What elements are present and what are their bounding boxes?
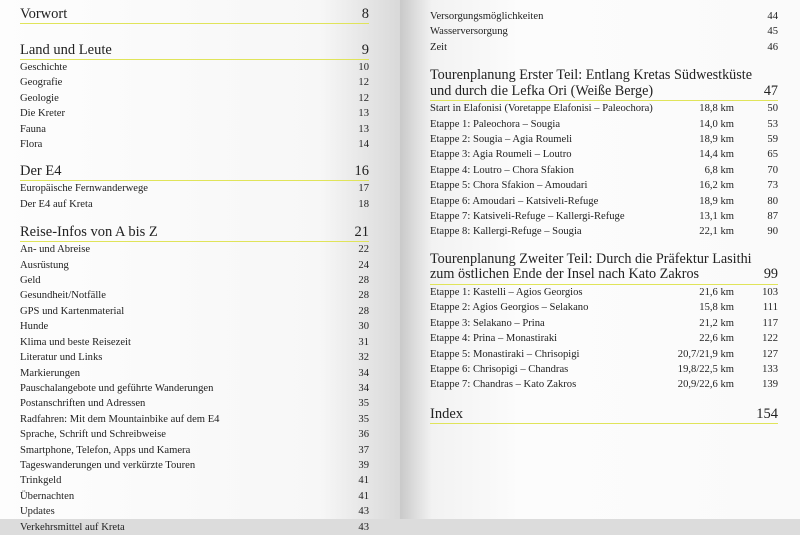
- toc-item: [430, 194, 778, 209]
- item-page: 65: [767, 149, 778, 161]
- item-label: Etappe 6: Chrisopigi – Chandras: [430, 363, 569, 375]
- item-page: 103: [762, 286, 778, 298]
- item-page: 24: [358, 259, 369, 271]
- toc-item: [20, 242, 369, 257]
- item-distance: 19,8/22,5 km: [677, 363, 734, 375]
- item-label: Etappe 5: Monastiraki – Chrisopigi: [430, 348, 580, 360]
- item-page: 37: [358, 444, 369, 456]
- item-page: 32: [358, 352, 369, 364]
- toc-item: [430, 285, 778, 300]
- item-page: 12: [358, 77, 369, 89]
- item-page: 14: [358, 139, 369, 151]
- toc-item: [20, 106, 369, 121]
- item-distance: 22,6 km: [699, 333, 734, 345]
- item-label: Etappe 2: Agios Georgios – Selakano: [430, 302, 589, 314]
- toc-continued-items: [430, 9, 778, 55]
- item-label: Etappe 1: Paleochora – Sougia: [430, 118, 561, 130]
- item-label: Geld: [20, 275, 41, 287]
- section-title-line2: und durch die Lefka Ori (Weiße Berge): [430, 82, 654, 99]
- item-label: Trinkgeld: [20, 475, 62, 487]
- left-page: [0, 0, 400, 533]
- item-label: Versorgungsmöglichkeiten: [430, 11, 544, 22]
- toc-item: [20, 458, 369, 473]
- item-page: 117: [762, 317, 778, 329]
- item-label: Etappe 8: Kallergi-Refuge – Sougia: [430, 226, 582, 238]
- toc-item: [430, 9, 778, 24]
- item-label: Geschichte: [20, 62, 68, 73]
- item-page: 87: [767, 211, 778, 223]
- toc-item: [430, 132, 778, 147]
- item-label: Sprache, Schrift und Schreibweise: [20, 429, 166, 441]
- toc-item: [430, 101, 778, 116]
- item-distance: 21,2 km: [699, 317, 734, 329]
- section-title: Der E4: [20, 163, 62, 180]
- toc-item: [20, 197, 369, 212]
- item-label: Etappe 3: Selakano – Prina: [430, 317, 545, 329]
- toc-item: [20, 335, 369, 350]
- item-label: Etappe 6: Amoudari – Katsiveli-Refuge: [430, 195, 599, 207]
- toc-item: [430, 117, 778, 132]
- item-label: Hunde: [20, 321, 49, 333]
- item-page: 122: [762, 333, 778, 345]
- toc-item: [20, 181, 369, 196]
- item-page: 50: [767, 103, 778, 115]
- item-label: An- und Abreise: [20, 244, 91, 256]
- item-label: Etappe 3: Agia Roumeli – Loutro: [430, 149, 572, 161]
- item-label: Etappe 1: Kastelli – Agios Georgios: [430, 286, 583, 298]
- toc-item: [430, 224, 778, 239]
- item-label: Smartphone, Telefon, Apps und Kamera: [20, 444, 191, 456]
- toc-item: [20, 443, 369, 458]
- toc-item: [20, 137, 369, 152]
- item-distance: 15,8 km: [699, 302, 734, 314]
- item-page: 41: [358, 475, 369, 487]
- toc-item: [20, 504, 369, 519]
- toc-section-vorwort: [20, 6, 369, 24]
- section-title: Land und Leute: [20, 42, 112, 58]
- toc-item: [20, 473, 369, 488]
- item-label: Zeit: [430, 41, 448, 53]
- toc-item: [20, 427, 369, 442]
- item-label: Etappe 5: Chora Sfakion – Amoudari: [430, 180, 588, 192]
- section-title: Vorwort: [20, 6, 68, 22]
- toc-item: [20, 91, 369, 106]
- item-distance: 14,4 km: [699, 149, 734, 161]
- section-heading: [20, 224, 369, 242]
- item-page: 53: [767, 118, 778, 130]
- item-page: 13: [358, 108, 369, 120]
- item-page: 31: [358, 336, 369, 348]
- toc-item: [20, 75, 369, 90]
- toc-section-der-e4: [20, 163, 369, 212]
- item-page: 127: [762, 348, 778, 360]
- toc-section-index: [430, 406, 778, 424]
- toc-item: [430, 40, 778, 55]
- item-page: 59: [767, 134, 778, 146]
- toc-item: [20, 381, 369, 396]
- toc-section-land-und-leute: [20, 42, 369, 152]
- item-page: 18: [358, 198, 369, 210]
- left-toc-column: [20, 6, 369, 535]
- section-page: 154: [756, 405, 778, 422]
- toc-item: [430, 178, 778, 193]
- section-page: 9: [361, 42, 369, 58]
- item-page: 35: [358, 398, 369, 410]
- section-page: 16: [354, 163, 369, 180]
- item-distance: 18,8 km: [699, 103, 734, 115]
- item-page: 12: [358, 92, 369, 104]
- item-page: 90: [767, 226, 778, 238]
- item-distance: 16,2 km: [699, 180, 734, 192]
- toc-item: [20, 520, 369, 535]
- section-heading: [430, 406, 778, 424]
- toc-item: [20, 412, 369, 427]
- toc-section-reise-infos: [20, 224, 369, 535]
- item-label: Geologie: [20, 92, 59, 104]
- item-label: Gesundheit/Notfälle: [20, 290, 106, 302]
- item-label: Etappe 4: Loutro – Chora Sfakion: [430, 164, 574, 176]
- toc-item: [20, 122, 369, 137]
- section-heading: [430, 252, 778, 285]
- toc-item: [20, 258, 369, 273]
- item-page: 28: [358, 305, 369, 317]
- item-page: 139: [762, 379, 778, 391]
- item-label: Übernachten: [20, 490, 75, 502]
- item-label: Verkehrsmittel auf Kreta: [20, 521, 125, 533]
- item-page: 43: [358, 521, 369, 533]
- section-heading: [430, 68, 778, 101]
- item-page: 41: [358, 490, 369, 502]
- toc-section-part2: [430, 252, 778, 393]
- section-heading: [20, 6, 369, 24]
- section-page: 99: [763, 266, 778, 283]
- item-label: Ausrüstung: [20, 259, 69, 271]
- item-distance: 18,9 km: [699, 195, 734, 207]
- item-page: 17: [358, 183, 369, 195]
- toc-item: [20, 60, 369, 75]
- toc-item: [430, 300, 778, 315]
- item-distance: 6,8 km: [704, 164, 734, 176]
- item-label: Klima und beste Reisezeit: [20, 336, 131, 348]
- item-label: Start in Elafonisi (Voretappe Elafonisi – Paleochora): [430, 103, 653, 115]
- item-label: Postanschriften und Adressen: [20, 398, 146, 410]
- toc-item: [20, 489, 369, 504]
- item-page: 70: [767, 164, 778, 176]
- section-title-line1: Tourenplanung Zweiter Teil: Durch die Präfektur Lasithi: [430, 250, 752, 267]
- item-label: Flora: [20, 139, 43, 151]
- item-label: Wasserversorgung: [430, 26, 508, 38]
- section-title-line2: zum östlichen Ende der Insel nach Kato Zakros: [430, 266, 700, 283]
- item-label: Die Kreter: [20, 108, 65, 120]
- section-heading: [20, 42, 369, 60]
- item-label: Literatur und Links: [20, 352, 103, 364]
- item-label: Etappe 7: Chandras – Kato Zakros: [430, 379, 577, 391]
- item-page: 43: [358, 506, 369, 518]
- toc-item: [20, 288, 369, 303]
- toc-item: [430, 147, 778, 162]
- item-distance: 20,7/21,9 km: [677, 348, 734, 360]
- toc-item: [20, 304, 369, 319]
- right-toc-column: [430, 9, 778, 424]
- toc-item: [20, 350, 369, 365]
- item-label: Updates: [20, 506, 55, 518]
- item-page: 30: [358, 321, 369, 333]
- item-page: 22: [358, 244, 369, 256]
- item-page: 133: [762, 363, 778, 375]
- item-page: 45: [767, 26, 778, 38]
- section-title: Reise-Infos von A bis Z: [20, 224, 158, 241]
- toc-section-part1: [430, 68, 778, 240]
- item-page: 44: [767, 11, 778, 22]
- toc-item: [430, 24, 778, 39]
- item-distance: 13,1 km: [699, 211, 734, 223]
- item-page: 39: [358, 459, 369, 471]
- item-label: Radfahren: Mit dem Mountainbike auf dem E4: [20, 413, 220, 425]
- toc-item: [20, 366, 369, 381]
- item-label: Fauna: [20, 123, 46, 135]
- toc-item: [430, 331, 778, 346]
- item-page: 10: [358, 62, 369, 73]
- item-page: 34: [358, 382, 369, 394]
- item-label: Etappe 2: Sougia – Agia Roumeli: [430, 134, 573, 146]
- item-page: 34: [358, 367, 369, 379]
- toc-item: [430, 377, 778, 392]
- section-title-line1: Tourenplanung Erster Teil: Entlang Kretas Südwestküste: [430, 67, 753, 84]
- item-label: Markierungen: [20, 367, 81, 379]
- item-page: 28: [358, 275, 369, 287]
- toc-item: [430, 163, 778, 178]
- item-distance: 21,6 km: [699, 286, 734, 298]
- item-label: Etappe 7: Katsiveli-Refuge – Kallergi-Refuge: [430, 211, 625, 223]
- toc-item: [20, 396, 369, 411]
- item-distance: 14,0 km: [699, 118, 734, 130]
- item-label: Europäische Fernwanderwege: [20, 183, 148, 195]
- toc-item: [20, 319, 369, 334]
- toc-item: [20, 273, 369, 288]
- item-page: 73: [767, 180, 778, 192]
- item-page: 36: [358, 429, 369, 441]
- section-page: 21: [354, 224, 369, 241]
- item-page: 46: [767, 41, 778, 53]
- item-page: 80: [767, 195, 778, 207]
- section-page: 8: [361, 6, 369, 22]
- item-distance: 18,9 km: [699, 134, 734, 146]
- toc-item: [430, 209, 778, 224]
- item-label: Der E4 auf Kreta: [20, 198, 93, 210]
- section-page: 47: [763, 82, 778, 99]
- item-label: GPS und Kartenmaterial: [20, 305, 125, 317]
- section-heading: [20, 163, 369, 181]
- item-page: 111: [762, 302, 778, 314]
- item-distance: 20,9/22,6 km: [677, 379, 734, 391]
- section-title: Index: [430, 405, 464, 422]
- item-label: Tageswanderungen und verkürzte Touren: [20, 459, 196, 471]
- item-label: Geografie: [20, 77, 63, 89]
- item-label: Etappe 4: Prina – Monastiraki: [430, 333, 558, 345]
- item-page: 28: [358, 290, 369, 302]
- toc-item: [430, 362, 778, 377]
- toc-item: [430, 316, 778, 331]
- item-label: Pauschalangebote und geführte Wanderungen: [20, 382, 214, 394]
- item-page: 35: [358, 413, 369, 425]
- toc-item: [430, 347, 778, 362]
- item-page: 13: [358, 123, 369, 135]
- item-distance: 22,1 km: [699, 226, 734, 238]
